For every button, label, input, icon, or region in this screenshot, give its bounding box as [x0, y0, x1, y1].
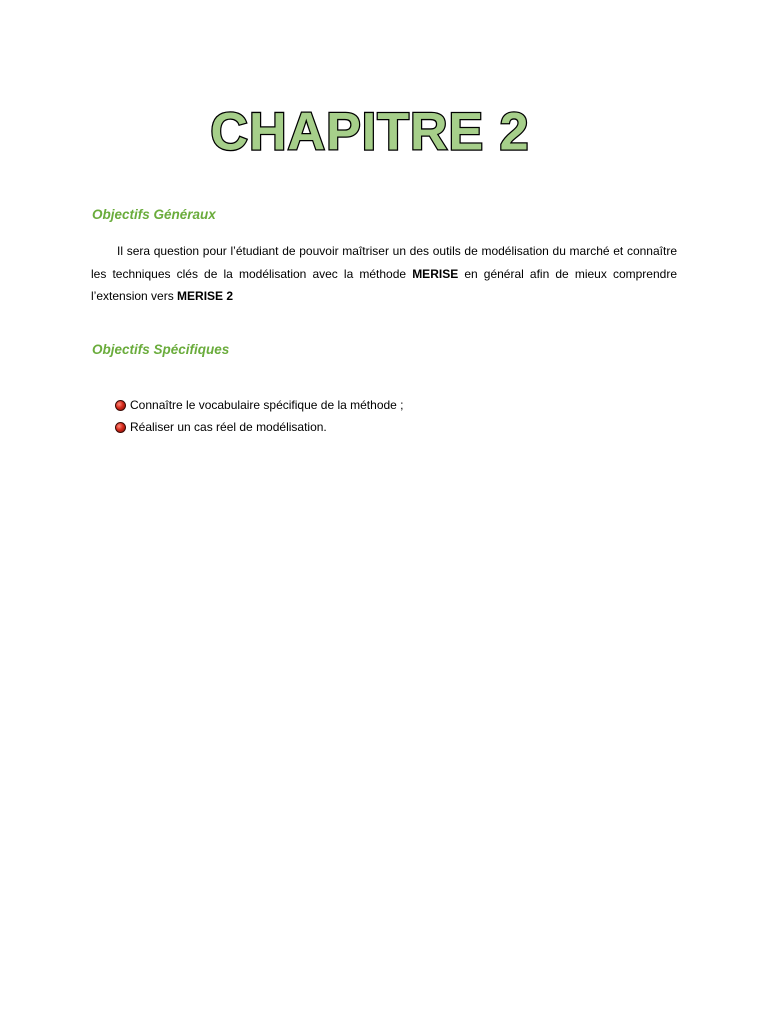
paragraph-text-part1: Il sera question pour l’étudiant de pouvoir maîtriser un des outils de modélisation du marché et connaître les techniques clés de la modélisation avec la méthode — [91, 244, 677, 281]
objectifs-generaux-paragraph — [91, 240, 677, 308]
red-ball-bullet-icon — [115, 400, 126, 411]
section-heading-objectifs-specifiques: Objectifs Spécifiques — [92, 342, 230, 357]
list-item-text: Réaliser un cas réel de modélisation. — [130, 420, 327, 434]
red-ball-bullet-icon — [115, 422, 126, 433]
paragraph-bold-merise-2: MERISE 2 — [177, 289, 234, 303]
paragraph-text-part2: en général afin de mieux comprendre l’extension vers — [91, 266, 677, 303]
objectifs-specifiques-list — [115, 394, 404, 438]
list-item-text: Connaître le vocabulaire spécifique de la méthode ; — [130, 398, 404, 412]
paragraph-bold-merise: MERISE — [412, 266, 459, 281]
list-item — [115, 394, 404, 416]
chapter-title: CHAPITRE 2 — [210, 102, 530, 162]
section-heading-objectifs-generaux: Objectifs Généraux — [92, 207, 216, 222]
list-item — [115, 416, 404, 438]
